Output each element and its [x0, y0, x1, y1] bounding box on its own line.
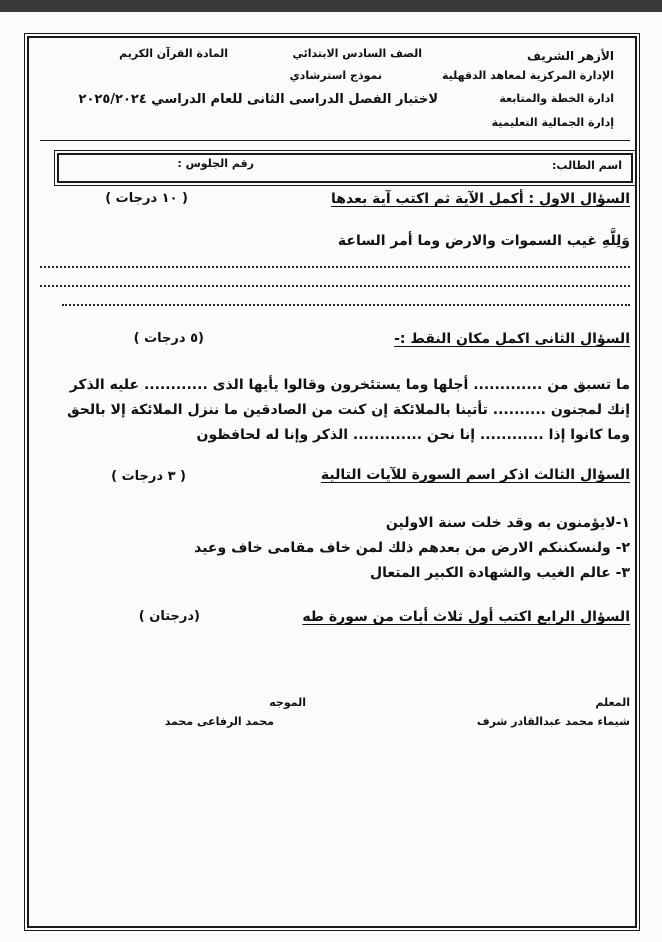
model-label: نموذج استرشادي — [289, 69, 382, 82]
question-3-marks: ( ٣ درجات ) — [111, 469, 186, 484]
question-2-line-1: ما تسبق من ............. أجلها وما يستئخرون وقالوا يأيها الذى ............ عليه الذكر — [69, 377, 630, 393]
central-administration: الإدارة المركزية لمعاهد الدقهلية — [441, 69, 614, 82]
grade-label: الصف السادس الابتدائي — [292, 47, 422, 60]
question-3-item-3: ٣- عالم الغيب والشهادة الكبير المتعال — [369, 565, 630, 581]
question-4-title: السؤال الرابع اكتب أول ثلاث أيات من سورة طه — [302, 609, 630, 625]
answer-line-2 — [40, 285, 630, 287]
question-2-marks: (٥ درجات ) — [133, 331, 204, 346]
question-1-title: السؤال الاول : أكمل الآية ثم اكتب آية بعدها — [331, 191, 630, 207]
student-info-box — [57, 153, 633, 183]
top-dark-strip — [0, 0, 662, 12]
question-2-line-2: إنك لمجنون .......... تأتينا بالملائكة إن كنت من الصادقين ما ننزل الملائكة إلا بالحق — [67, 402, 630, 418]
planning-department: ادارة الخطة والمتابعة — [499, 92, 614, 105]
question-2-line-3: وما كانوا إذا ............ إنا نحن ............. الذكر وإنا له لحافظون — [196, 427, 630, 443]
supervisor-name: محمد الرفاعى محمد — [164, 715, 274, 728]
exam-title: لاختبار الفصل الدراسى الثانى للعام الدراسي ٢٠٢٥/٢٠٢٤ — [78, 92, 438, 107]
student-name-label: اسم الطالب: — [552, 159, 622, 172]
subject-label: المادة القرآن الكريم — [119, 47, 228, 60]
question-3-item-2: ٢- ولنسكننكم الارض من بعدهم ذلك لمن خاف مقامى خاف وعيد — [194, 540, 630, 556]
answer-line-3 — [62, 304, 630, 306]
question-4-marks: (درجتان ) — [138, 609, 200, 624]
header-divider — [40, 140, 630, 141]
answer-line-1 — [40, 266, 630, 268]
question-2-title: السؤال الثانى اكمل مكان النقط :- — [394, 331, 630, 347]
institution-name: الأزهر الشريف — [526, 49, 614, 63]
question-3-item-1: ١-لايؤمنون به وقد خلت سنة الاولين — [385, 515, 630, 531]
question-1-marks: ( ١٠ درجات ) — [105, 191, 188, 206]
question-1-verse: وَلِلَّهِ غيب السموات والارض وما أمر الساعة — [337, 233, 630, 249]
educational-administration: إدارة الجمالية التعليمية — [491, 116, 614, 129]
teacher-label: المعلم — [595, 696, 630, 709]
supervisor-label: الموجه — [269, 696, 306, 709]
teacher-name: شيماء محمد عبدالقادر شرف — [476, 715, 630, 728]
seat-number-label: رقم الجلوس : — [177, 157, 254, 170]
question-3-title: السؤال الثالث اذكر اسم السورة للآيات التالية — [320, 467, 630, 483]
